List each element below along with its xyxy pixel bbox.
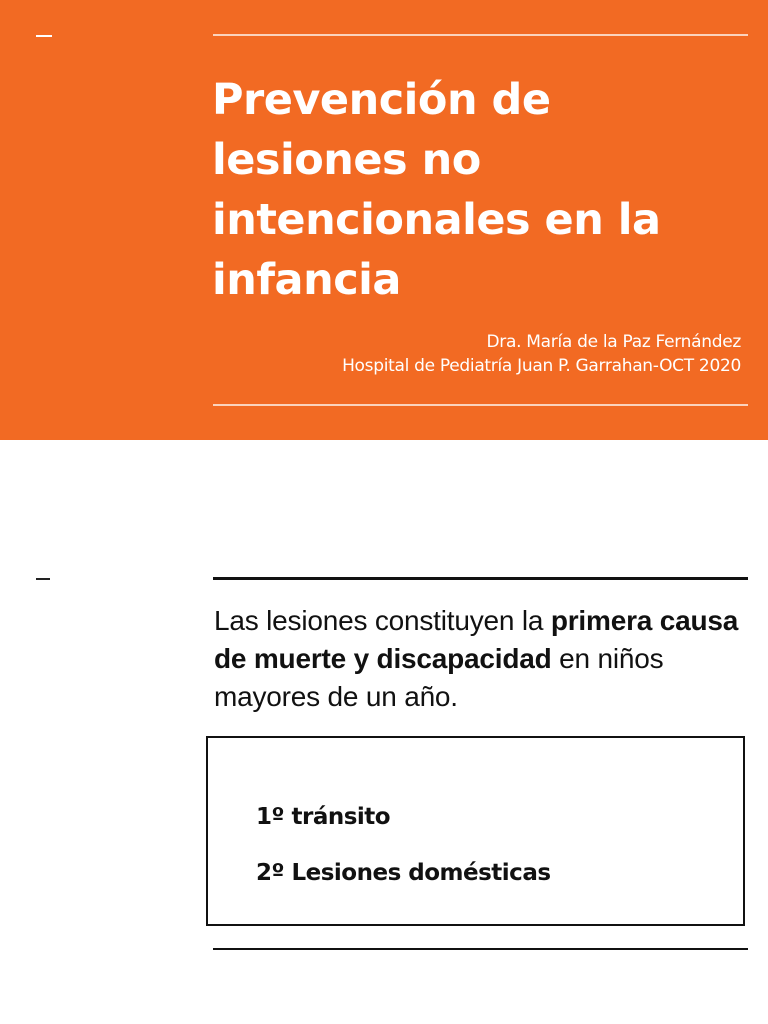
ranking-box	[206, 736, 745, 926]
statement-emphasis: primera causa de muerte y discapacidad	[214, 605, 739, 674]
author-block	[342, 330, 741, 378]
top-divider	[213, 577, 748, 580]
statement-part1: Las lesiones constituyen la	[214, 605, 551, 636]
dash-mark	[36, 35, 52, 37]
slide-title: Prevención de lesiones no intencionales en la infancia	[212, 75, 661, 305]
dash-mark	[36, 578, 50, 580]
author-affiliation: Hospital de Pediatría Juan P. Garrahan-OCT 2020	[342, 356, 741, 376]
statement-part2: en niños mayores de un año.	[214, 643, 664, 712]
bottom-divider	[213, 948, 748, 950]
top-divider	[213, 34, 748, 36]
title-slide	[0, 0, 768, 440]
bottom-divider	[213, 404, 748, 406]
statement-text	[214, 602, 744, 716]
ranking-item-second: 2º Lesiones domésticas	[256, 860, 551, 886]
ranking-item-first: 1º tránsito	[256, 804, 391, 830]
author-name: Dra. María de la Paz Fernández	[486, 332, 741, 352]
